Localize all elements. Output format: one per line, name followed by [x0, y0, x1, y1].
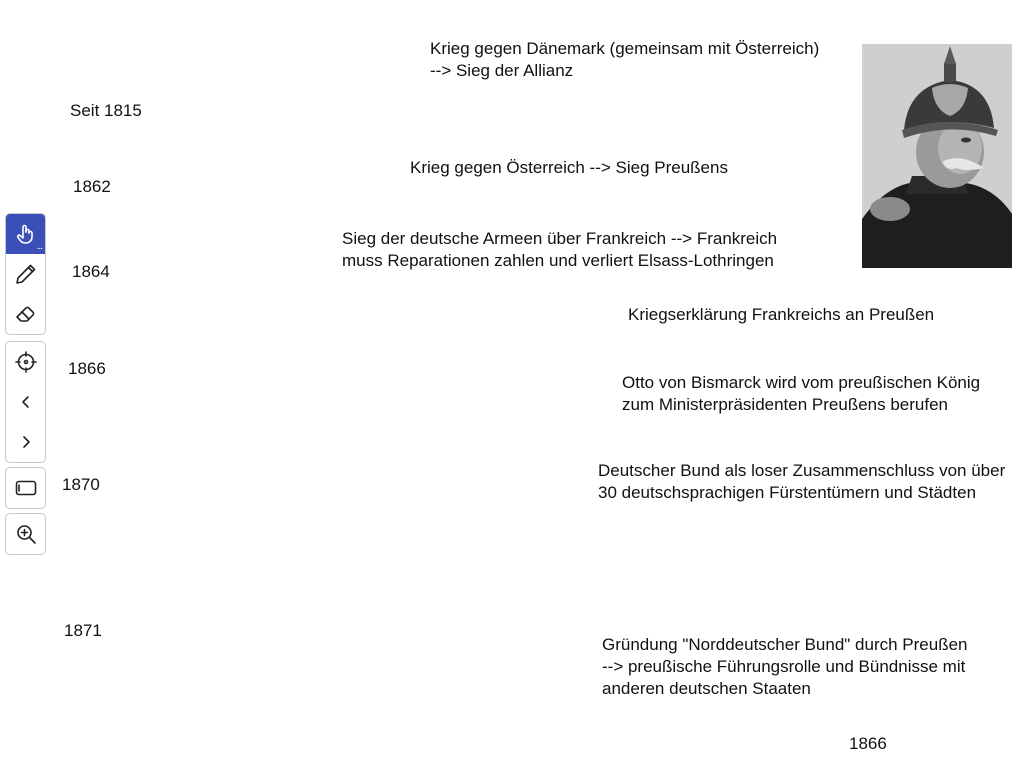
event-card-denmark[interactable]	[430, 38, 819, 82]
panel-toggle-button[interactable]	[6, 468, 45, 508]
crosshair-icon	[14, 350, 38, 374]
event-text: Gründung "Norddeutscher Bund" durch Preußen	[602, 635, 968, 654]
event-card-norddeutsch[interactable]	[602, 634, 1000, 700]
event-card-france-victory[interactable]	[342, 228, 777, 272]
tool-group-navigate	[5, 341, 46, 463]
hand-icon	[14, 222, 38, 246]
event-text: 30 deutschsprachigen Fürstentümern und Städten	[598, 483, 977, 502]
year-label[interactable]: 1866	[68, 359, 106, 378]
event-card-bund[interactable]	[598, 460, 1005, 504]
event-text: Otto von Bismarck wird vom preußischen König	[622, 373, 981, 392]
event-card-austria[interactable]: Krieg gegen Österreich --> Sieg Preußens	[410, 158, 728, 177]
zoom-in-button[interactable]	[6, 514, 45, 554]
focus-button[interactable]	[6, 342, 45, 382]
event-text: Deutscher Bund als loser Zusammenschluss von über	[598, 461, 1006, 480]
next-button[interactable]	[6, 422, 45, 462]
tool-group-panel	[5, 467, 46, 509]
more-indicator: ...	[36, 241, 42, 252]
pencil-tool-button[interactable]	[6, 254, 45, 294]
tool-group-draw	[5, 213, 46, 335]
event-text: anderen deutschen Staaten	[602, 679, 811, 698]
chevron-right-icon	[14, 430, 38, 454]
portrait-illustration	[862, 44, 1012, 268]
tool-group-zoom	[5, 513, 46, 555]
year-label[interactable]: 1871	[64, 621, 102, 640]
eraser-icon	[14, 302, 38, 326]
portrait-photo[interactable]	[862, 44, 1012, 268]
event-text: --> preußische Führungsrolle und Bündnisse mit	[602, 657, 966, 676]
year-label[interactable]: 1866	[849, 734, 887, 753]
year-label[interactable]: 1864	[72, 262, 110, 281]
year-label[interactable]: Seit 1815	[70, 101, 142, 120]
panel-icon	[14, 476, 38, 500]
year-label[interactable]: 1862	[73, 177, 111, 196]
chevron-left-icon	[14, 390, 38, 414]
event-text: Sieg der deutsche Armeen über Frankreich --> Frankreich	[342, 229, 778, 248]
previous-button[interactable]	[6, 382, 45, 422]
event-text: muss Reparationen zahlen und verliert Elsass-Lothringen	[342, 251, 774, 270]
event-card-bismarck[interactable]	[622, 372, 980, 416]
event-card-declaration[interactable]: Kriegserklärung Frankreichs an Preußen	[628, 305, 935, 324]
event-text: Krieg gegen Dänemark (gemeinsam mit Österreich)	[430, 39, 820, 58]
eraser-tool-button[interactable]	[6, 294, 45, 334]
pencil-icon	[14, 262, 38, 286]
event-text: --> Sieg der Allianz	[430, 61, 574, 80]
zoom-in-icon	[14, 522, 38, 546]
hand-tool-button[interactable]	[6, 214, 45, 254]
year-label[interactable]: 1870	[62, 475, 100, 494]
event-text: zum Ministerpräsidenten Preußens berufen	[622, 395, 948, 414]
